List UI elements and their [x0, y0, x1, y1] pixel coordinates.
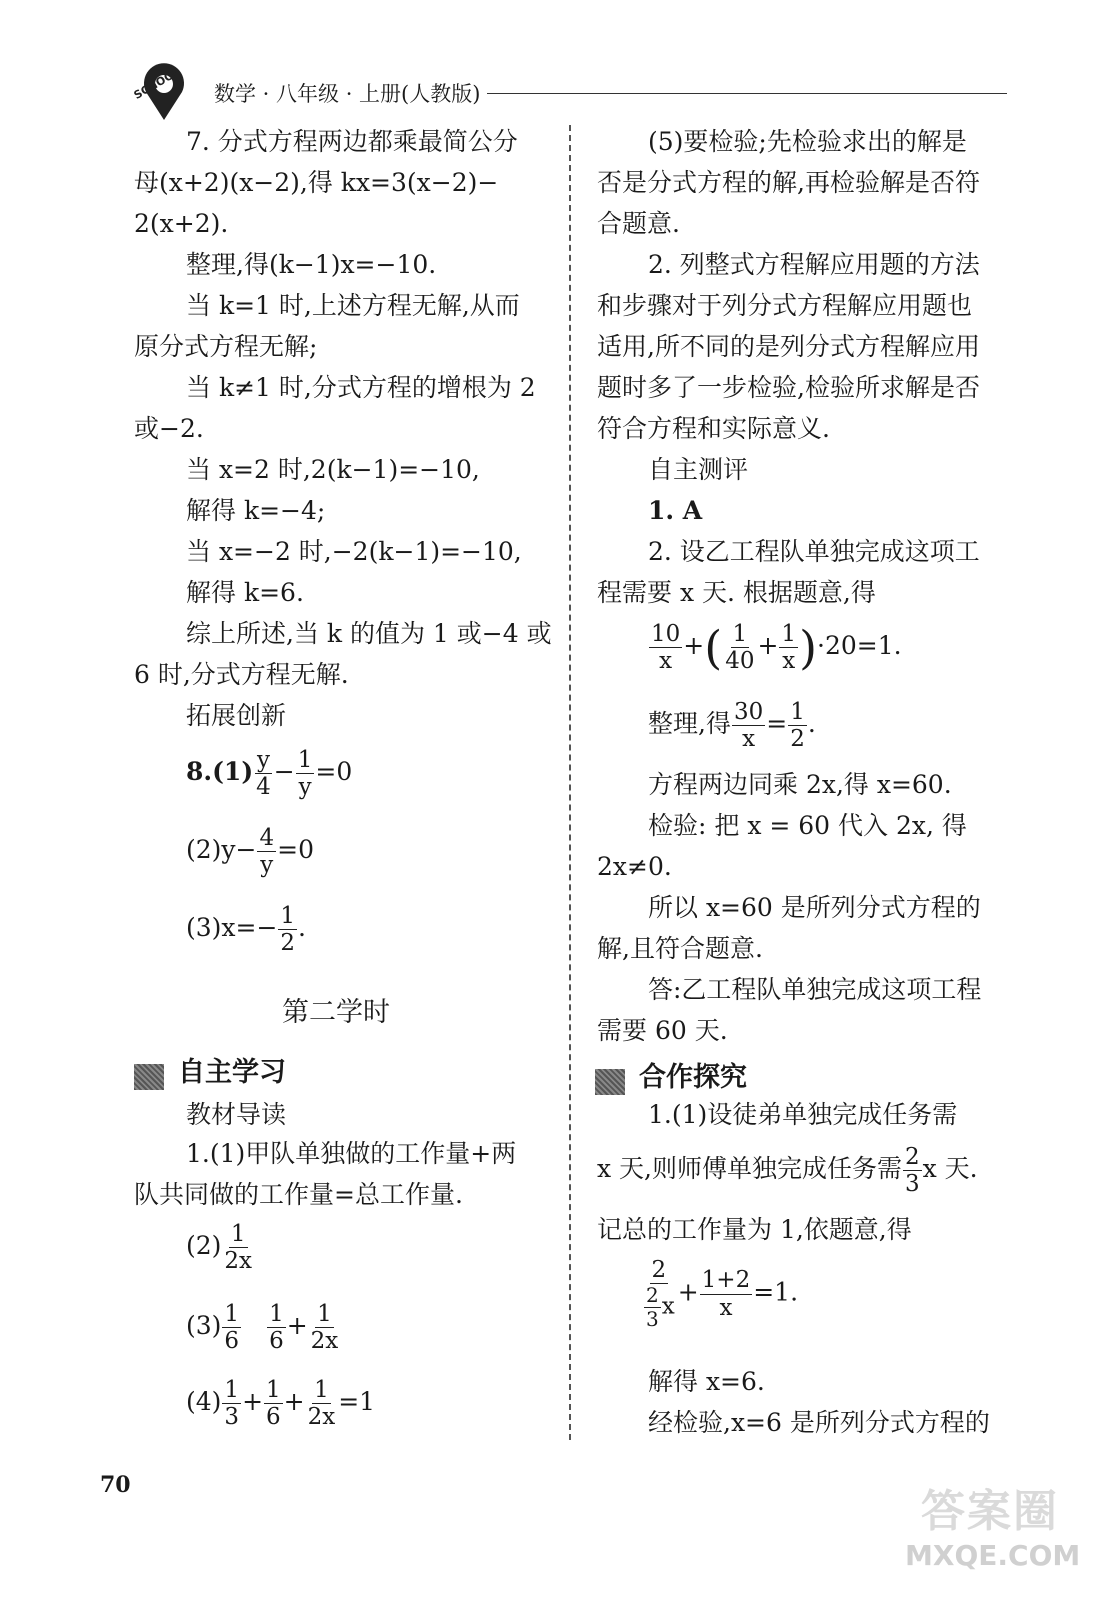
fraction: $\frac{1}{6}$	[266, 1377, 281, 1431]
q7-line: 当 k=1 时,上述方程无解,从而	[186, 291, 520, 320]
watermark-domain-text: MXQE.COM	[905, 1539, 1081, 1572]
logo-text: SCHOOL	[131, 65, 183, 102]
r-line: 所以 x=60 是所列分式方程的	[648, 893, 981, 922]
s1-part2: (2) $\frac{1}{2x}$	[186, 1221, 253, 1275]
fraction: $\frac{1}{2}$	[280, 903, 296, 957]
fraction: $\frac{1}{3}$	[224, 1377, 240, 1431]
r-line: 答:乙工程队单独完成这项工程	[648, 975, 982, 1004]
q7-line: 当 k≠1 时,分式方程的增根为 2	[186, 373, 536, 402]
r-line: 检验: 把 x = 60 代入 2x, 得	[648, 811, 967, 840]
r-line: 题时多了一步检验,检验所求解是否	[597, 373, 980, 402]
c1-line-2: x 天,则师傅单独完成任务需 $\frac{2}{3}$ x 天.	[597, 1144, 978, 1198]
book-title: 数学 · 八年级 · 上册(人教版)	[214, 82, 481, 106]
column-divider	[569, 125, 571, 1440]
r-line: (5)要检验;先检验求出的解是	[648, 127, 967, 156]
equation-3: 2 $\frac{2}{3}$ x + $\frac{1+2}{x}$ =1.	[640, 1258, 798, 1330]
q7-line: 母(x+2)(x−2),得 kx=3(x−2)−	[134, 168, 499, 197]
section-heading-zizhu: 自主学习	[134, 1050, 286, 1090]
page-number: 70	[100, 1472, 131, 1498]
subheading-zizhu-ceping: 自主测评	[648, 455, 749, 484]
r-line: 和步骤对于列分式方程解应用题也	[597, 291, 973, 320]
q7-line: 当 x=2 时,2(k−1)=−10,	[186, 455, 480, 484]
fraction: $\frac{1}{2x}$	[307, 1377, 336, 1431]
s1-part4: (4) $\frac{1}{3}$ + $\frac{1}{6}$ + $\frac{1}{2x}$ =1	[186, 1377, 376, 1431]
q7-line: 解得 k=6.	[186, 578, 304, 607]
s1-part3: (3) $\frac{1}{6}$ $\frac{1}{6}$ + $\frac{1}{2x}$	[186, 1301, 339, 1355]
fraction: $\frac{2}{3}$	[646, 1283, 659, 1332]
section-marker-icon	[134, 1064, 164, 1090]
q7-line: 2(x+2).	[134, 209, 229, 238]
q8-label: 8.(1)	[186, 757, 254, 787]
r-line: 适用,所不同的是列分式方程解应用	[597, 332, 980, 361]
s1-line: 1.(1)甲队单独做的工作量+两	[186, 1139, 517, 1168]
fraction: $\frac{2}{3}$	[905, 1144, 920, 1198]
r-line: 记总的工作量为 1,依题意,得	[597, 1215, 912, 1244]
q7-line: 解得 k=−4;	[186, 496, 326, 525]
fraction: $\frac{1}{2x}$	[224, 1221, 253, 1275]
q7-line: 6 时,分式方程无解.	[134, 660, 349, 689]
equation-2: 整理,得 $\frac{30}{x}$ = $\frac{1}{2}$ .	[648, 699, 816, 753]
q8-part1: 8.(1) $\frac{y}{4}$ − $\frac{1}{y}$ =0	[186, 747, 353, 801]
fraction: $\frac{1+2}{x}$	[701, 1267, 751, 1321]
subheading-tuozhan: 拓展创新	[186, 701, 287, 730]
watermark-top-text: 答案圈	[921, 1486, 1059, 1537]
watermark-logo	[905, 1475, 1081, 1585]
q8-part3: (3)x=− $\frac{1}{2}$ .	[186, 903, 306, 957]
r-line: 1.(1)设徒弟单独完成任务需	[648, 1100, 958, 1129]
s1-line: 队共同做的工作量=总工作量.	[134, 1180, 463, 1209]
fraction: $\frac{30}{x}$	[733, 699, 764, 753]
q8-part2: (2)y− $\frac{4}{y}$ =0	[186, 825, 314, 879]
r-line: 需要 60 天.	[597, 1016, 728, 1045]
fraction: $\frac{10}{x}$	[651, 621, 681, 675]
r-line: 合题意.	[597, 209, 680, 238]
r-line: 解,且符合题意.	[597, 934, 763, 963]
q7-line: 或−2.	[134, 414, 204, 443]
q7-line: 原分式方程无解;	[134, 332, 318, 361]
r-line: 方程两边同乘 2x,得 x=60.	[648, 770, 952, 799]
fraction: $\frac{4}{y}$	[259, 825, 275, 879]
r-line: 2. 列整式方程解应用题的方法	[648, 250, 980, 279]
r-line: 解得 x=6.	[648, 1367, 765, 1396]
q7-line: 综上所述,当 k 的值为 1 或−4 或	[186, 619, 552, 648]
fraction: $\frac{1}{6}$	[224, 1301, 240, 1355]
r-line: 程需要 x 天. 根据题意,得	[597, 578, 876, 607]
subheading-jiaocai: 教材导读	[186, 1100, 287, 1129]
section-marker-icon	[595, 1069, 625, 1095]
fraction: $\frac{1}{2}$	[790, 699, 805, 753]
r-line: 否是分式方程的解,再检验解是否符	[597, 168, 980, 197]
equation-1: $\frac{10}{x}$ +( $\frac{1}{40}$ + $\frac{1}{x}$ )·20=1.	[651, 620, 902, 675]
complex-fraction: 2 $\frac{2}{3}$ x	[646, 1257, 675, 1332]
q7-line: 7. 分式方程两边都乘最简公分	[186, 127, 518, 156]
fraction: $\frac{1}{2x}$	[310, 1301, 339, 1355]
header-rule	[487, 93, 1007, 94]
r-line: 符合方程和实际意义.	[597, 414, 830, 443]
fraction: $\frac{y}{4}$	[256, 747, 271, 801]
fraction: $\frac{1}{40}$	[725, 621, 755, 675]
fraction: $\frac{1}{6}$	[269, 1301, 284, 1355]
answer-1: 1. A	[648, 496, 703, 525]
section-heading-hezuo: 合作探究	[595, 1055, 747, 1095]
q7-line: 当 x=−2 时,−2(k−1)=−10,	[186, 537, 522, 566]
q7-line: 整理,得(k−1)x=−10.	[186, 250, 437, 279]
r-line: 经检验,x=6 是所列分式方程的	[648, 1408, 990, 1437]
r-line: 2. 设乙工程队单独完成这项工	[648, 537, 980, 566]
r-line: 2x≠0.	[597, 852, 672, 881]
school-logo-icon	[128, 62, 200, 124]
fraction: $\frac{1}{y}$	[297, 747, 313, 801]
fraction: $\frac{1}{x}$	[781, 621, 797, 675]
lesson-title: 第二学时	[282, 997, 390, 1028]
